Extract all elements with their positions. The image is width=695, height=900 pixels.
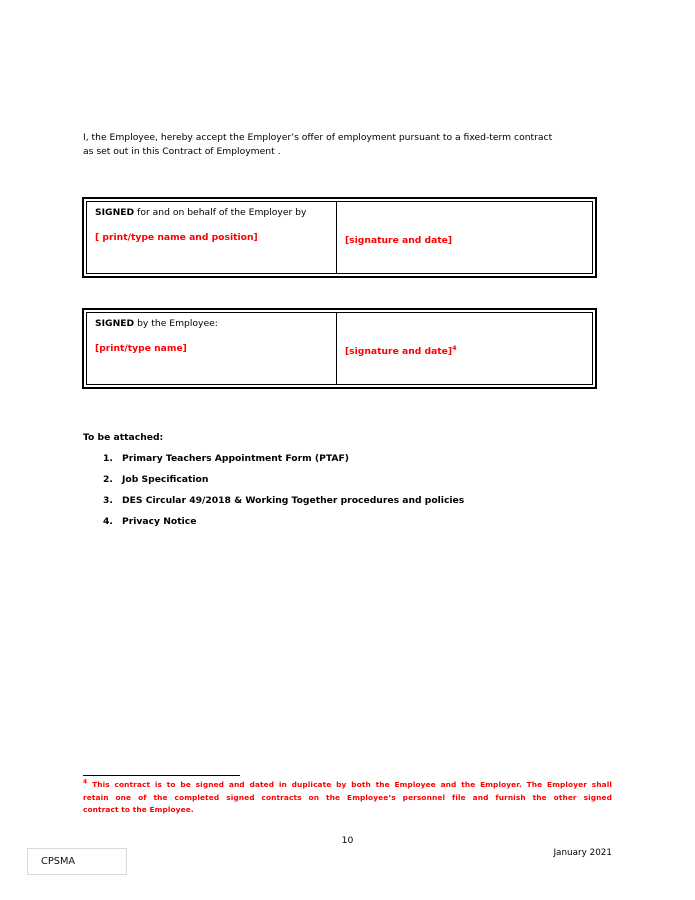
employee-signature-table (82, 308, 597, 389)
list-item-number: 3. (103, 495, 113, 506)
employer-signature-cell (337, 202, 592, 273)
employer-signed-cell (87, 202, 337, 273)
footnote-reference-mark: 4 (452, 343, 457, 352)
signed-label: SIGNED (95, 207, 135, 218)
employee-signed-cell (87, 313, 337, 384)
employee-signature-table-inner (86, 312, 593, 385)
footer-org-label: CPSMA (27, 848, 127, 875)
intro-line-1: I, the Employee, hereby accept the Employer’s offer of employment pursuant to a fixed-term contract (83, 132, 553, 143)
list-item-text: Privacy Notice (122, 516, 197, 527)
employee-signature-cell (337, 313, 592, 384)
employee-signature-placeholder-text: [signature and date] (344, 346, 453, 357)
list-item-text: Primary Teachers Appointment Form (PTAF) (122, 453, 349, 464)
page-number: 10 (341, 835, 354, 846)
employer-signature-table (82, 197, 597, 278)
list-item (83, 494, 583, 507)
footnote-separator-rule (83, 775, 240, 776)
footnote-number: 4 (83, 778, 88, 786)
footnote-line-2: retain one of the completed signed contracts on the Employee’s personnel file and furnish the other signed (83, 792, 612, 802)
list-item (83, 515, 583, 528)
employer-signature-placeholder: [signature and date] (344, 235, 453, 246)
footer-date-label: January 2021 (553, 848, 612, 858)
list-item-number: 4. (103, 516, 113, 527)
employer-name-placeholder: [ print/type name and position] (95, 232, 258, 243)
signed-text: for and on behalf of the Employer by (134, 207, 307, 218)
footnote-section (83, 775, 612, 817)
attachments-heading: To be attached: (83, 432, 164, 443)
employee-signed-line (95, 317, 328, 330)
intro-line-2: as set out in this Contract of Employment . (83, 145, 281, 157)
signed-label: SIGNED (95, 318, 135, 329)
list-item-text: DES Circular 49/2018 & Working Together procedures and policies (122, 495, 465, 506)
signed-text: by the Employee: (134, 318, 218, 329)
employee-name-placeholder: [print/type name] (95, 343, 187, 354)
intro-paragraph (83, 131, 628, 158)
employer-signed-line (95, 206, 328, 219)
attachments-section (83, 431, 583, 528)
footnote-line-1 (83, 779, 612, 792)
list-item-text: Job Specification (122, 474, 209, 485)
list-item-number: 1. (103, 453, 113, 464)
footnote-line-3: contract to the Employee. (83, 805, 194, 814)
list-item (83, 452, 583, 465)
employee-signature-placeholder (345, 345, 584, 358)
list-item-number: 2. (103, 474, 113, 485)
footnote-text-1: This contract is to be signed and dated in duplicate by both the Employee and the Employer. The Employer shall (92, 780, 612, 789)
employer-signature-table-inner (86, 201, 593, 274)
list-item (83, 473, 583, 486)
